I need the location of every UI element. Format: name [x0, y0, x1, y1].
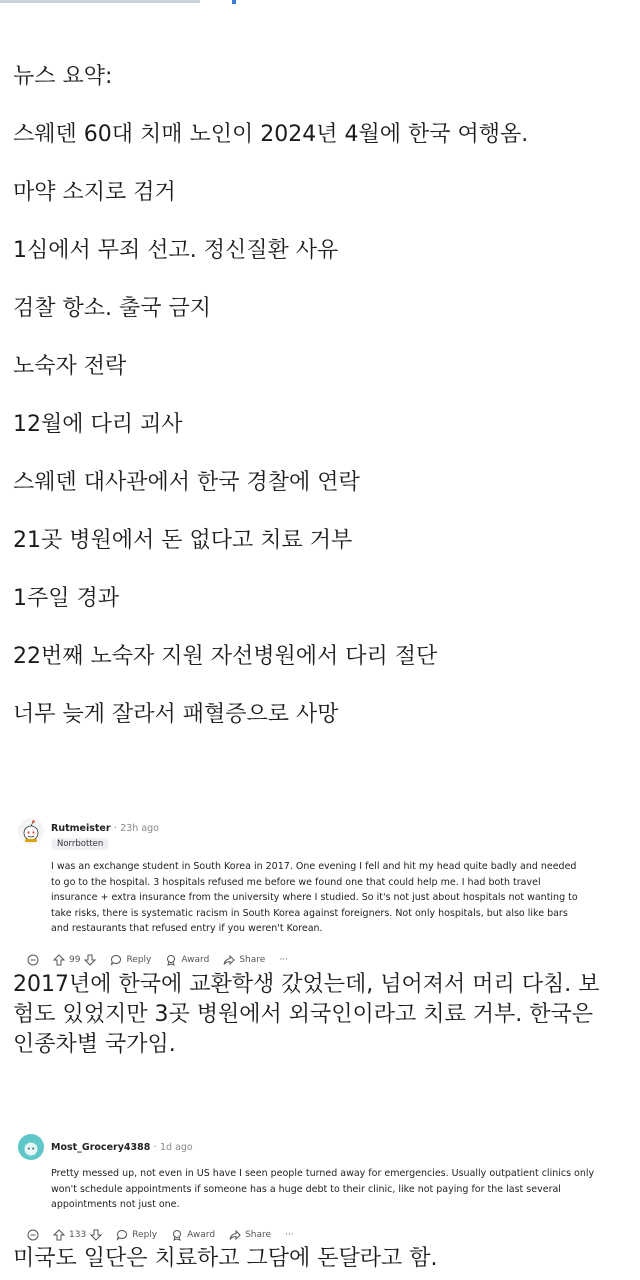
comment-body-line: won't schedule appointments if someone has a huge debt to their clinic, like not paying for the last several: [51, 1183, 561, 1195]
award-label: Award: [181, 955, 210, 965]
comment-header: [51, 1142, 193, 1153]
upvote-icon[interactable]: [53, 1229, 65, 1241]
summary-line: 1심에서 무죄 선고. 정신질환 사유: [13, 238, 339, 263]
snoo-avatar-icon[interactable]: [18, 818, 44, 844]
comment-body-line: I was an exchange student in South Korea in 2017. One evening I fell and hit my head quite badly and needed: [51, 861, 577, 872]
comment-actions: [27, 950, 302, 970]
share-button[interactable]: [223, 954, 265, 966]
vote-group: [53, 1229, 102, 1241]
share-icon: [229, 1229, 241, 1241]
comment-body-line: Pretty messed up, not even in US have I seen people turned away for emergencies. Usually outpatient clinics only: [51, 1168, 595, 1179]
comment-body: [51, 1166, 619, 1213]
vote-group: [53, 954, 96, 966]
reply-button[interactable]: [116, 1229, 157, 1241]
comment-translation: [13, 970, 627, 1060]
username[interactable]: Most_Grocery4388: [51, 1142, 151, 1153]
more-options-button[interactable]: ···: [285, 1230, 294, 1240]
comment-body-line: take risks, there is systematic racism in South Korea against foreigners. Not only hospitals, but also like bars: [51, 907, 568, 919]
username[interactable]: Rutmeister: [51, 823, 111, 834]
downvote-icon[interactable]: [90, 1229, 102, 1241]
translation-line: 험도 있었지만 3곳 병원에서 외국인이라고 치료 거부. 한국은: [13, 1002, 593, 1027]
meta-separator: ·: [113, 823, 117, 834]
comment-actions: [27, 1225, 308, 1245]
award-label: Award: [187, 1230, 216, 1240]
summary-line: 스웨덴 60대 치매 노인이 2024년 4월에 한국 여행옴.: [13, 122, 529, 147]
collapse-button[interactable]: [27, 1229, 39, 1241]
comment-translation: [13, 1244, 627, 1274]
meta-separator: ·: [153, 1142, 157, 1153]
reply-label: Reply: [132, 1230, 158, 1240]
downvote-icon[interactable]: [84, 954, 96, 966]
comment-body-line: appointments not just one.: [51, 1199, 180, 1210]
comment-body-line: to go to the hospital. 3 hospitals refused me before we found one that could help me. I had both travel: [51, 876, 541, 888]
reply-icon: [110, 954, 122, 966]
comment-body-line: insurance + extra insurance from the university where I studied. So it's not just about hospitals not wanting to: [51, 892, 578, 903]
snoo-avatar-icon[interactable]: [18, 1134, 44, 1160]
comment-body: [51, 859, 619, 937]
summary-line: 마약 소지로 검거: [13, 180, 176, 205]
summary-line: 너무 늦게 잘라서 패혈증으로 사망: [13, 702, 339, 727]
comment-card: [13, 1126, 627, 1248]
reply-label: Reply: [126, 955, 152, 965]
summary-line: 1주일 경과: [13, 586, 119, 611]
collapse-icon: [27, 1229, 39, 1241]
upvote-icon[interactable]: [53, 954, 65, 966]
comment-body-line: and restaurants that refused entry if you weren't Korean.: [51, 923, 323, 934]
award-icon: [171, 1229, 183, 1241]
share-label: Share: [239, 955, 266, 965]
vote-count: 99: [69, 955, 81, 965]
summary-line: 노숙자 전락: [13, 354, 127, 379]
comment-card: [13, 812, 627, 972]
cutoff-text-fragment: [0, 0, 200, 3]
summary-line: 22번째 노숙자 지원 자선병원에서 다리 절단: [13, 644, 438, 669]
summary-heading: 뉴스 요약:: [13, 64, 113, 89]
collapse-button[interactable]: [27, 954, 39, 966]
share-label: Share: [245, 1230, 272, 1240]
translation-line: 인종차별 국가임.: [13, 1032, 176, 1057]
summary-line: 12월에 다리 괴사: [13, 412, 183, 437]
reply-button[interactable]: [110, 954, 151, 966]
reply-icon: [116, 1229, 128, 1241]
summary-line: 검찰 항소. 출국 금지: [13, 296, 211, 321]
summary-line: 스웨덴 대사관에서 한국 경찰에 연락: [13, 470, 360, 495]
share-icon: [223, 954, 235, 966]
share-button[interactable]: [229, 1229, 271, 1241]
cutoff-accent-fragment: [232, 0, 236, 4]
translation-line: 2017년에 한국에 교환학생 갔었는데, 넘어져서 머리 다침. 보: [13, 972, 600, 997]
translation-line: 미국도 일단은 치료하고 그담에 돈달라고 함.: [13, 1246, 438, 1271]
more-options-button[interactable]: ···: [279, 955, 288, 965]
award-button[interactable]: [165, 954, 209, 966]
timestamp: 1d ago: [159, 1142, 193, 1153]
award-icon: [165, 954, 177, 966]
user-flair: Norrbotten: [51, 838, 109, 850]
vote-count: 133: [69, 1230, 87, 1240]
summary-line: 21곳 병원에서 돈 없다고 치료 거부: [13, 528, 353, 553]
timestamp: 23h ago: [120, 823, 159, 834]
award-button[interactable]: [171, 1229, 215, 1241]
collapse-icon: [27, 954, 39, 966]
comment-header: [51, 823, 159, 834]
top-cutoff-strip: [0, 0, 640, 6]
